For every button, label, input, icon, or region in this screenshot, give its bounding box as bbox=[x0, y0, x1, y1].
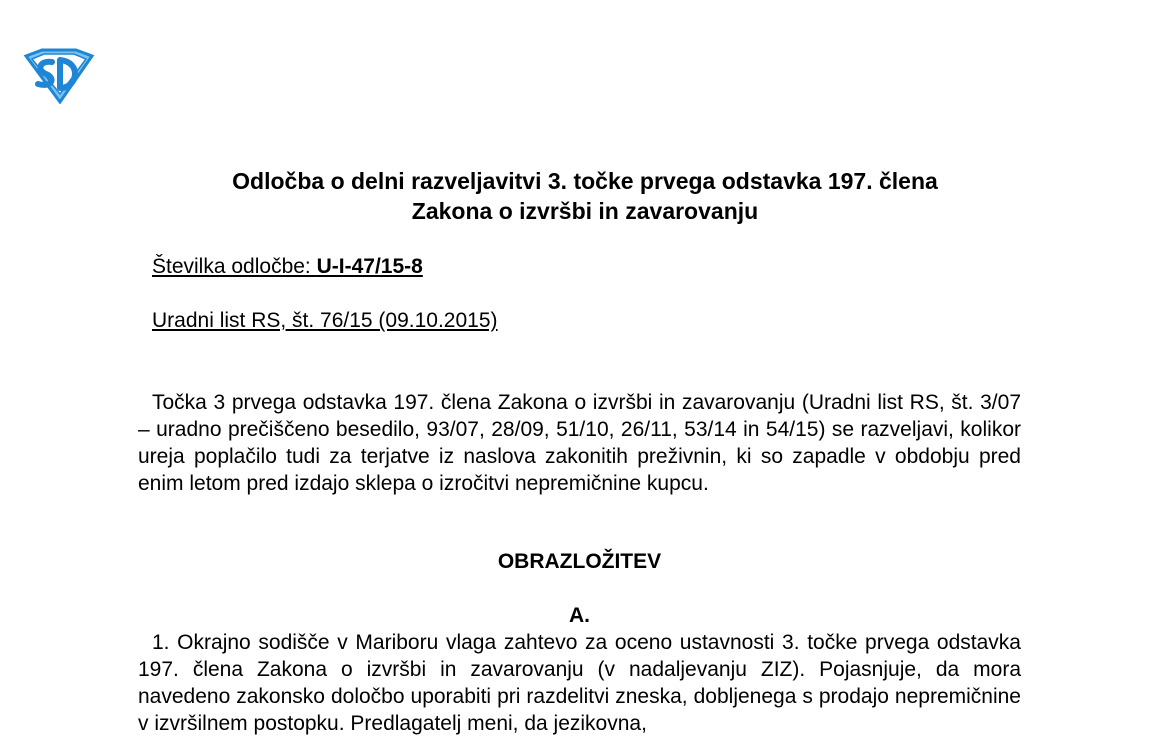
decision-number-label: Številka odločbe: bbox=[152, 255, 317, 278]
section-a-heading: A. bbox=[569, 604, 590, 627]
document-title bbox=[130, 166, 1040, 226]
court-emblem-icon bbox=[22, 48, 96, 104]
title-line-2: Zakona o izvršbi in zavarovanju bbox=[411, 198, 759, 224]
decision-number-value: U-I-47/15-8 bbox=[316, 255, 423, 278]
gazette-reference: Uradni list RS, št. 76/15 (09.10.2015) bbox=[152, 309, 498, 332]
reasoning-heading: OBRAZLOŽITEV bbox=[497, 550, 662, 573]
decision-number bbox=[152, 254, 423, 280]
ruling-paragraph: Točka 3 prvega odstavka 197. člena Zakona o izvršbi in zavarovanju (Uradni list RS, št. 3/07 – uradno prečiščeno besedilo, 93/07, 28/09, 51/10, 26/11, 53/14 in 54/15) se razveljavi, kolikor ureja poplačilo tudi za terjatve iz naslova zakonitih preživnin, ki so zapadle v obdobju pred enim letom pred izdajo sklepa o izročitvi nepremičnine kupcu. bbox=[138, 391, 1021, 495]
reasoning-paragraph-1: 1. Okrajno sodišče v Mariboru vlaga zahtevo za oceno ustavnosti 3. točke prvega odstavka 197. člena Zakona o izvršbi in zavarovanju (v nadaljevanju ZIZ). Pojasnjuje, da mora navedeno zakonsko določbo uporabiti pri razdelitvi zneska, dobljenega s prodajo nepremičnine v izvršilnem postopku. Predlagatelj meni, da jezikovna, bbox=[138, 631, 1021, 735]
title-line-1: Odločba o delni razveljavitvi 3. točke prvega odstavka 197. člena bbox=[232, 168, 938, 194]
